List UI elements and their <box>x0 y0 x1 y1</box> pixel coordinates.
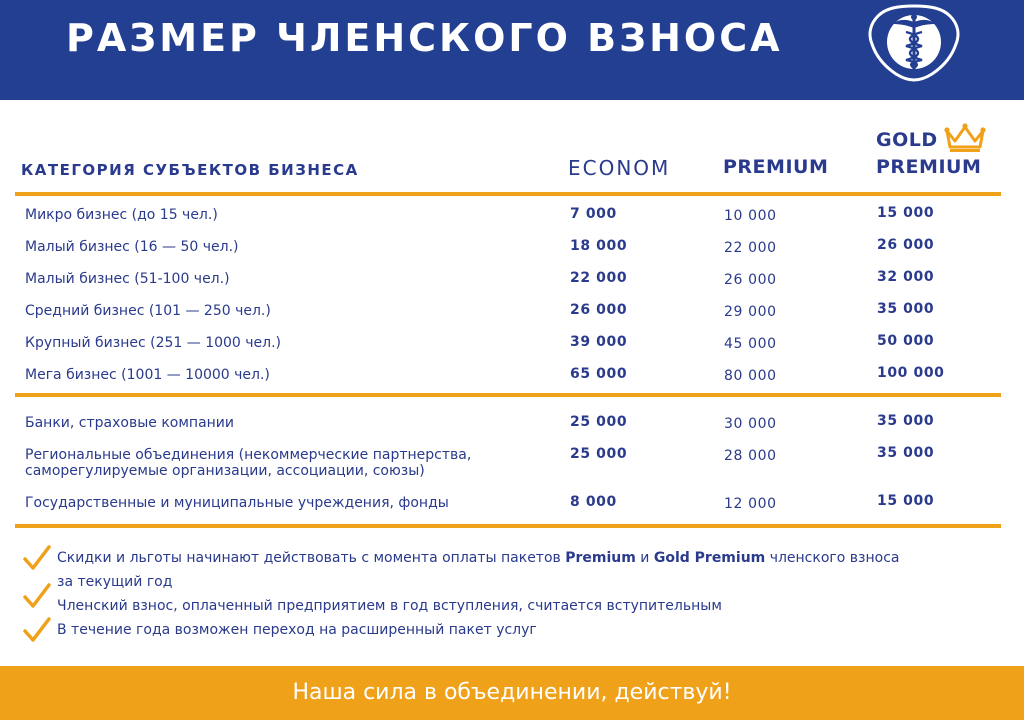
footer-slogan: Наша сила в объединении, действуй! <box>292 680 732 705</box>
row-econom-price: 8 000 <box>570 494 617 510</box>
caduceus-logo-icon <box>864 2 964 82</box>
column-header-category: КАТЕГОРИЯ СУБЪЕКТОВ БИЗНЕСА <box>21 161 359 179</box>
row-premium-price: 12 000 <box>724 496 777 512</box>
row-category: Крупный бизнес (251 — 1000 чел.) <box>25 335 282 351</box>
row-premium-price: 45 000 <box>724 336 777 352</box>
row-category: Банки, страховые компании <box>25 415 234 431</box>
note-conjunction: и <box>635 550 654 566</box>
row-premium-price: 28 000 <box>724 448 777 464</box>
row-category: Государственные и муниципальные учреждения, фонды <box>25 495 449 511</box>
row-econom-price: 18 000 <box>570 238 628 254</box>
row-gold-price: 15 000 <box>877 493 935 509</box>
row-econom-price: 26 000 <box>570 302 628 318</box>
row-gold-price: 35 000 <box>877 301 935 317</box>
row-econom-price: 7 000 <box>570 206 617 222</box>
row-category: Средний бизнес (101 — 250 чел.) <box>25 303 271 319</box>
row-econom-price: 65 000 <box>570 366 628 382</box>
note-discounts-tail: членского взноса <box>765 550 900 566</box>
note-gold-premium-label: Gold Premium <box>653 550 766 566</box>
checkmark-icon <box>22 616 52 644</box>
checkmark-icon <box>22 582 52 610</box>
row-category: Малый бизнес (51-100 чел.) <box>25 271 230 287</box>
crown-icon <box>943 121 987 153</box>
row-category-line2: саморегулируемые организации, ассоциации, союзы) <box>25 463 425 479</box>
page-title: РАЗМЕР ЧЛЕНСКОГО ВЗНОСА <box>66 16 783 60</box>
column-header-premium: PREMIUM <box>723 156 829 178</box>
row-category: Малый бизнес (16 — 50 чел.) <box>25 239 239 255</box>
column-header-econom: ECONOM <box>568 156 671 180</box>
row-gold-price: 35 000 <box>877 413 935 429</box>
group-divider <box>15 393 1001 397</box>
row-category: Региональные объединения (некоммерческие партнерства, <box>25 447 472 463</box>
row-gold-price: 32 000 <box>877 269 935 285</box>
row-econom-price: 25 000 <box>570 446 628 462</box>
row-econom-price: 39 000 <box>570 334 628 350</box>
row-gold-price: 100 000 <box>877 365 945 381</box>
row-econom-price: 22 000 <box>570 270 628 286</box>
column-header-gold-line1: GOLD <box>876 129 938 151</box>
row-premium-price: 29 000 <box>724 304 777 320</box>
note-discounts-line2: за текущий год <box>57 574 173 590</box>
row-econom-price: 25 000 <box>570 414 628 430</box>
note-discounts <box>57 550 899 566</box>
row-category: Микро бизнес (до 15 чел.) <box>25 207 218 223</box>
note-premium-label: Premium <box>565 550 636 566</box>
column-header-gold-line2: PREMIUM <box>876 156 982 178</box>
table-bottom-divider <box>15 524 1001 528</box>
row-premium-price: 22 000 <box>724 240 777 256</box>
row-premium-price: 80 000 <box>724 368 777 384</box>
row-gold-price: 35 000 <box>877 445 935 461</box>
note-entry-fee: Членский взнос, оплаченный предприятием в год вступления, считается вступительным <box>57 598 722 614</box>
row-premium-price: 30 000 <box>724 416 777 432</box>
checkmark-icon <box>22 544 52 572</box>
table-header-divider <box>15 192 1001 196</box>
row-gold-price: 15 000 <box>877 205 935 221</box>
footer-bar <box>0 666 1024 720</box>
row-premium-price: 26 000 <box>724 272 777 288</box>
row-premium-price: 10 000 <box>724 208 777 224</box>
row-category: Мега бизнес (1001 — 10000 чел.) <box>25 367 270 383</box>
row-gold-price: 26 000 <box>877 237 935 253</box>
note-upgrade: В течение года возможен переход на расширенный пакет услуг <box>57 622 537 638</box>
note-discounts-text: Скидки и льготы начинают действовать с момента оплаты пакетов <box>57 550 566 566</box>
row-gold-price: 50 000 <box>877 333 935 349</box>
header-bar <box>0 0 1024 100</box>
